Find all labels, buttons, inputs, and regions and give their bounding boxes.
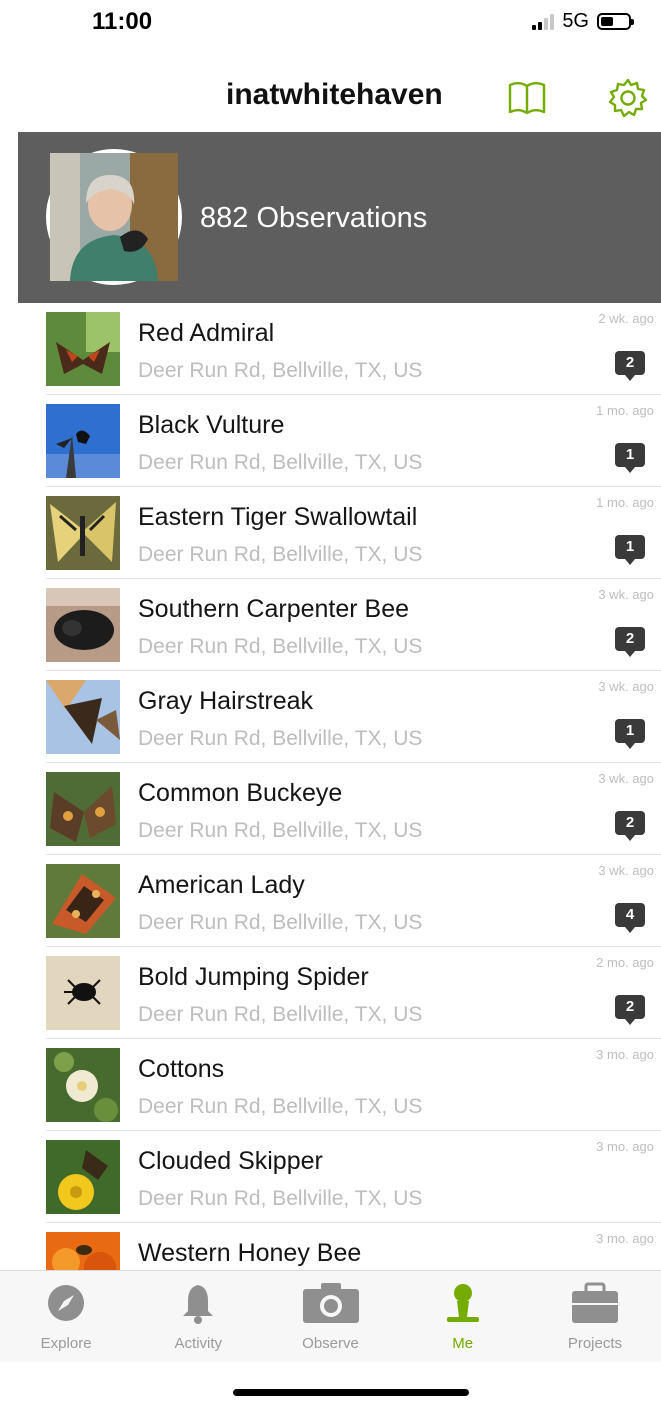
- page-title: inatwhitehaven: [226, 78, 443, 111]
- list-item[interactable]: [0, 487, 661, 579]
- comment-count-badge: 1: [615, 443, 645, 467]
- camera-icon: [309, 1281, 353, 1325]
- observation-place: Deer Run Rd, Bellville, TX, US: [138, 451, 423, 474]
- observation-time: 2 mo. ago: [596, 955, 654, 970]
- tab-label: Activity: [174, 1335, 223, 1352]
- observation-thumbnail: [46, 772, 120, 846]
- signal-icon: [532, 14, 554, 30]
- observation-name: Clouded Skipper: [138, 1147, 323, 1175]
- status-time: 11:00: [92, 8, 153, 35]
- list-item[interactable]: [0, 947, 661, 1039]
- comment-count-badge: 2: [615, 627, 645, 651]
- observation-thumbnail: [46, 1048, 120, 1122]
- tab-label: Explore: [40, 1335, 92, 1352]
- observation-name: Gray Hairstreak: [138, 687, 314, 715]
- observation-name: Southern Carpenter Bee: [138, 595, 410, 623]
- observation-time: 2 wk. ago: [598, 311, 654, 326]
- list-item[interactable]: [0, 1131, 661, 1223]
- tab-bar: [0, 1270, 661, 1362]
- list-item[interactable]: [0, 763, 661, 855]
- observation-thumbnail: [46, 588, 120, 662]
- observation-count: 882 Observations: [200, 202, 428, 234]
- observation-thumbnail: [46, 404, 120, 478]
- list-item[interactable]: [0, 855, 661, 947]
- observation-name: Red Admiral: [138, 319, 275, 347]
- observation-name: Black Vulture: [138, 411, 285, 439]
- tab-label: Me: [452, 1335, 474, 1352]
- tab-projects[interactable]: [529, 1271, 661, 1362]
- observation-list: [0, 303, 661, 1270]
- observation-thumbnail: [46, 864, 120, 938]
- comment-count-badge: 1: [615, 535, 645, 559]
- observation-place: Deer Run Rd, Bellville, TX, US: [138, 359, 423, 382]
- battery-icon: [597, 13, 631, 30]
- observation-time: 3 wk. ago: [598, 863, 654, 878]
- observation-thumbnail: [46, 496, 120, 570]
- observation-time: 3 mo. ago: [596, 1047, 654, 1062]
- observation-place: Deer Run Rd, Bellville, TX, US: [138, 911, 423, 934]
- observation-place: Deer Run Rd, Bellville, TX, US: [138, 635, 423, 658]
- observation-time: 3 mo. ago: [596, 1139, 654, 1154]
- observation-thumbnail: [46, 680, 120, 754]
- tab-activity[interactable]: [132, 1271, 264, 1362]
- book-icon[interactable]: [505, 76, 549, 120]
- observation-place: Deer Run Rd, Bellville, TX, US: [138, 819, 423, 842]
- observation-place: Deer Run Rd, Bellville, TX, US: [138, 543, 423, 566]
- observation-name: Cottons: [138, 1055, 225, 1083]
- observation-time: 1 mo. ago: [596, 403, 654, 418]
- observation-name: Western Honey Bee: [138, 1239, 362, 1267]
- network-label: 5G: [562, 10, 589, 32]
- observation-time: 3 wk. ago: [598, 771, 654, 786]
- compass-icon: [44, 1281, 88, 1325]
- observation-time: 3 wk. ago: [598, 587, 654, 602]
- avatar[interactable]: [46, 149, 182, 285]
- observation-thumbnail: [46, 1140, 120, 1214]
- briefcase-icon: [573, 1281, 617, 1325]
- profile-banner: [18, 132, 661, 303]
- observation-place: Deer Run Rd, Bellville, TX, US: [138, 727, 423, 750]
- comment-count-badge: 2: [615, 811, 645, 835]
- tab-label: Projects: [567, 1335, 622, 1352]
- list-item[interactable]: [0, 303, 661, 395]
- observation-place: Deer Run Rd, Bellville, TX, US: [138, 1187, 423, 1210]
- nav-header: [0, 60, 661, 132]
- observation-place: Deer Run Rd, Bellville, TX, US: [138, 1003, 423, 1026]
- status-indicators: [532, 10, 631, 33]
- observation-name: Bold Jumping Spider: [138, 963, 369, 991]
- tab-label: Observe: [302, 1335, 359, 1352]
- list-item[interactable]: [0, 1039, 661, 1131]
- observation-time: 1 mo. ago: [596, 495, 654, 510]
- comment-count-badge: 2: [615, 995, 645, 1019]
- comment-count-badge: 4: [615, 903, 645, 927]
- comment-count-badge: 1: [615, 719, 645, 743]
- comment-count-badge: 2: [615, 351, 645, 375]
- person-icon: [441, 1281, 485, 1325]
- observation-thumbnail: [46, 312, 120, 386]
- list-item[interactable]: [0, 671, 661, 763]
- bell-icon: [176, 1281, 220, 1325]
- observation-thumbnail: [46, 956, 120, 1030]
- status-bar: [0, 0, 661, 46]
- observation-time: 3 mo. ago: [596, 1231, 654, 1246]
- tab-observe[interactable]: [264, 1271, 396, 1362]
- observation-name: Common Buckeye: [138, 779, 343, 807]
- observation-place: Deer Run Rd, Bellville, TX, US: [138, 1095, 423, 1118]
- observation-name: Eastern Tiger Swallowtail: [138, 503, 418, 531]
- gear-icon[interactable]: [606, 76, 650, 120]
- home-indicator: [233, 1389, 469, 1396]
- observation-time: 3 wk. ago: [598, 679, 654, 694]
- observation-name: American Lady: [138, 871, 305, 899]
- tab-explore[interactable]: [0, 1271, 132, 1362]
- list-item[interactable]: [0, 395, 661, 487]
- tab-me[interactable]: [397, 1271, 529, 1362]
- list-item[interactable]: [0, 579, 661, 671]
